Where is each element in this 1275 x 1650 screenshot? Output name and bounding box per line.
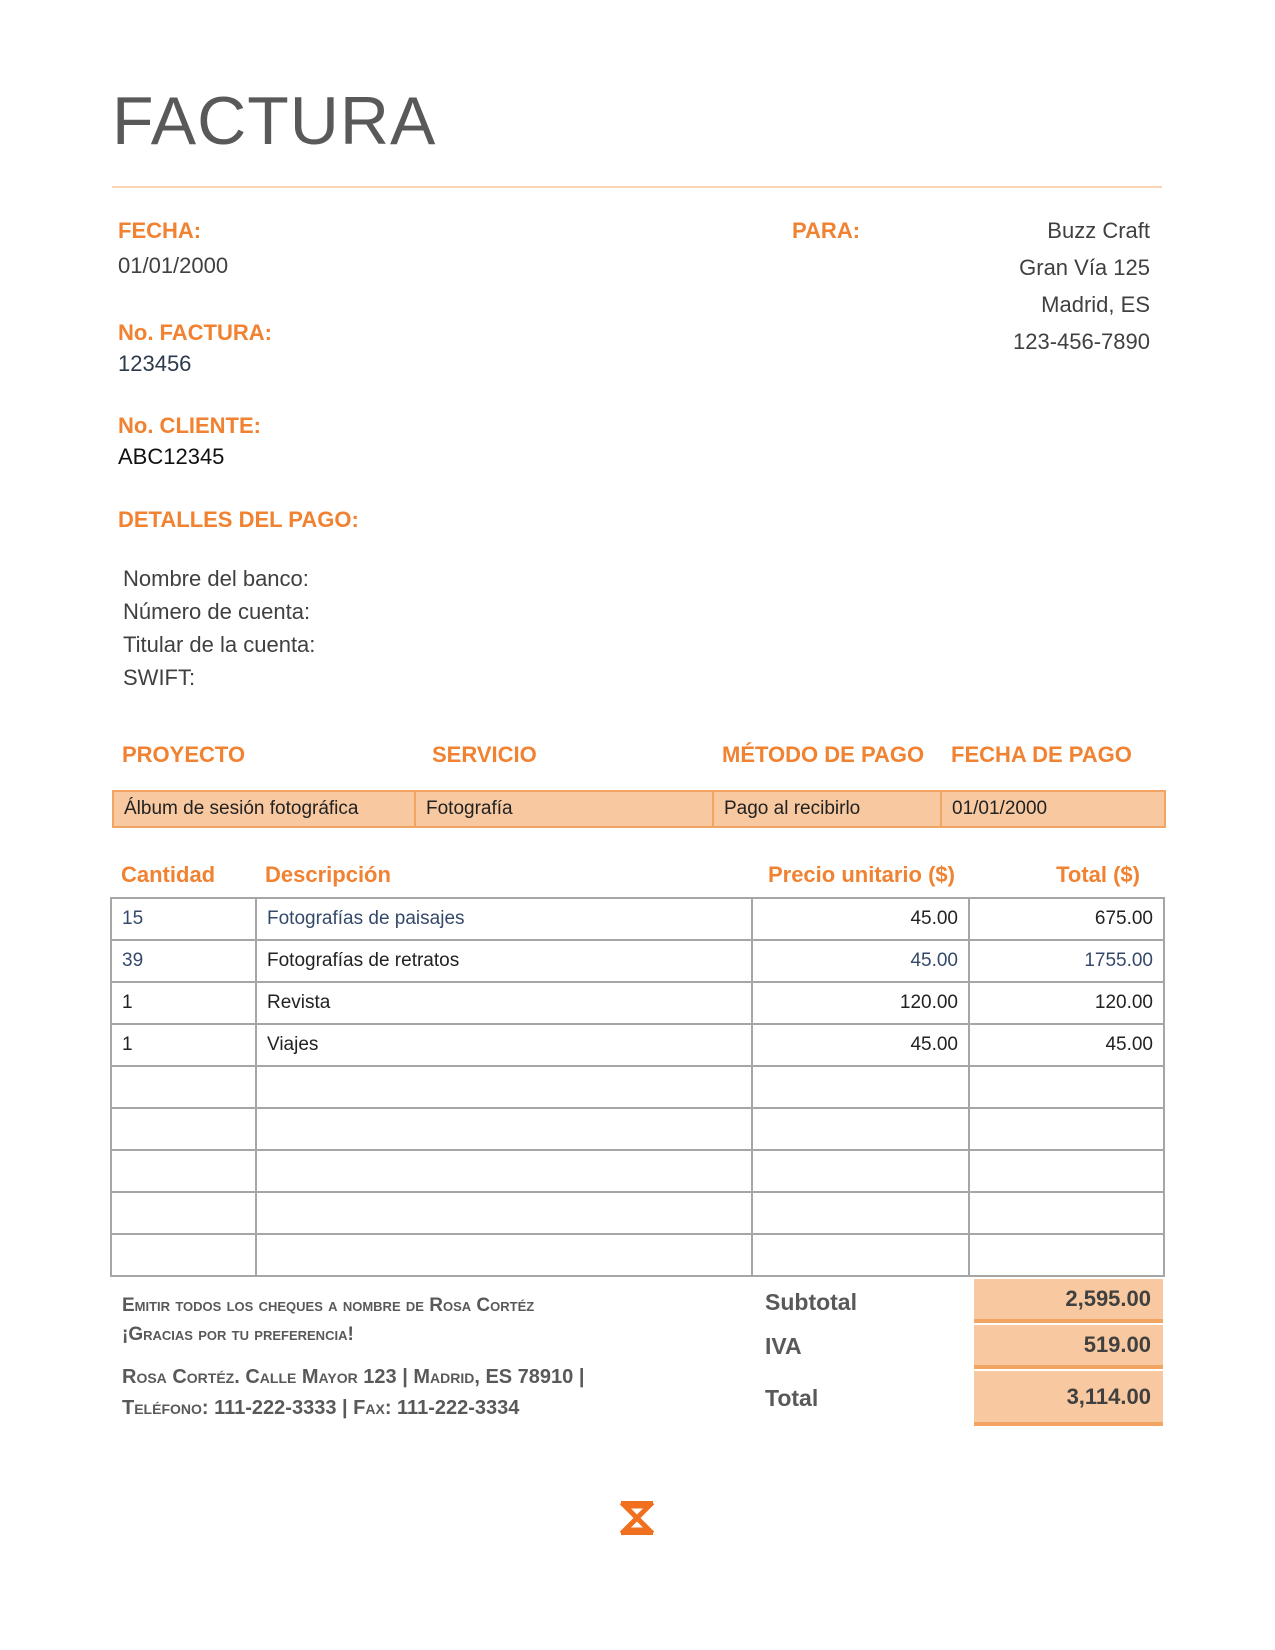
- total-cell: [969, 1150, 1164, 1192]
- total-cell: 1755.00: [969, 940, 1164, 982]
- table-row: [111, 1024, 1164, 1066]
- para-street: Gran Vía 125: [1019, 255, 1150, 280]
- desc-cell: Viajes: [256, 1024, 752, 1066]
- fecha-label: FECHA:: [118, 218, 202, 243]
- total-cell: [969, 1066, 1164, 1108]
- cliente-value: ABC12345: [118, 444, 225, 469]
- pago-account: Número de cuenta:: [123, 599, 311, 624]
- total-header: Total ($): [1056, 862, 1140, 887]
- desc-cell: [256, 1066, 752, 1108]
- desc-cell: Fotografías de retratos: [256, 940, 752, 982]
- pago-label: DETALLES DEL PAGO:: [118, 507, 359, 532]
- subtotal-value: 2,595.00: [974, 1279, 1163, 1323]
- desc-cell: [256, 1234, 752, 1276]
- table-row: [111, 1150, 1164, 1192]
- desc-cell: [256, 1108, 752, 1150]
- project-table: [112, 790, 1166, 828]
- qty-cell: 1: [111, 982, 256, 1024]
- desc-cell: [256, 1150, 752, 1192]
- para-city: Madrid, ES: [1041, 292, 1150, 317]
- precio-header: Precio unitario ($): [767, 862, 955, 887]
- hourglass-logo-icon: [620, 1500, 654, 1541]
- total-cell: 45.00: [969, 1024, 1164, 1066]
- qty-cell: 15: [111, 898, 256, 940]
- cheques-note: Emitir todos los cheques a nombre de Rosa Cortéz: [122, 1295, 535, 1316]
- proyecto-header: PROYECTO: [122, 742, 246, 767]
- table-row: [111, 1192, 1164, 1234]
- service-cell: Fotografía: [415, 791, 713, 827]
- invoice-title: FACTURA: [112, 83, 437, 159]
- factura-value: 123456: [118, 351, 192, 376]
- total-cell: [969, 1234, 1164, 1276]
- total-label: Total: [765, 1385, 819, 1411]
- pago-holder: Titular de la cuenta:: [123, 632, 316, 657]
- qty-cell: [111, 1108, 256, 1150]
- iva-value: 519.00: [974, 1325, 1163, 1369]
- qty-cell: [111, 1234, 256, 1276]
- cliente-label: No. CLIENTE:: [118, 413, 261, 438]
- price-cell: 120.00: [752, 982, 969, 1024]
- contact-info: [122, 1362, 622, 1424]
- desc-cell: Fotografías de paisajes: [256, 898, 752, 940]
- table-row: [111, 1234, 1164, 1276]
- subtotal-label: Subtotal: [765, 1289, 857, 1315]
- total-value: 3,114.00: [974, 1371, 1163, 1426]
- desc-cell: Revista: [256, 982, 752, 1024]
- table-row: [111, 898, 1164, 940]
- fecha-pago-header: FECHA DE PAGO: [951, 742, 1132, 767]
- items-table: [110, 897, 1165, 1277]
- qty-cell: [111, 1192, 256, 1234]
- pago-bank: Nombre del banco:: [123, 566, 309, 591]
- factura-label: No. FACTURA:: [118, 320, 272, 345]
- price-cell: 45.00: [752, 898, 969, 940]
- descripcion-header: Descripción: [265, 862, 391, 887]
- payment-date-cell: 01/01/2000: [941, 791, 1165, 827]
- para-phone: 123-456-7890: [1012, 329, 1150, 354]
- price-cell: [752, 1192, 969, 1234]
- para-address: [1013, 212, 1150, 360]
- price-cell: 45.00: [752, 1024, 969, 1066]
- price-cell: [752, 1108, 969, 1150]
- qty-cell: [111, 1066, 256, 1108]
- total-cell: [969, 1192, 1164, 1234]
- thanks-note: ¡Gracias por tu preferencia!: [122, 1324, 354, 1345]
- table-row: [111, 982, 1164, 1024]
- cantidad-header: Cantidad: [121, 862, 216, 887]
- qty-cell: 1: [111, 1024, 256, 1066]
- price-cell: [752, 1150, 969, 1192]
- servicio-header: SERVICIO: [432, 742, 537, 767]
- contact-line-2: Teléfono: 111-222-3333 | Fax: 111-222-3334: [122, 1397, 520, 1419]
- pago-swift: SWIFT:: [123, 665, 196, 690]
- para-name: Buzz Craft: [1047, 218, 1150, 243]
- method-cell: Pago al recibirlo: [713, 791, 941, 827]
- total-cell: 675.00: [969, 898, 1164, 940]
- para-label: PARA:: [792, 218, 861, 243]
- price-cell: [752, 1066, 969, 1108]
- price-cell: [752, 1234, 969, 1276]
- desc-cell: [256, 1192, 752, 1234]
- price-cell: 45.00: [752, 940, 969, 982]
- project-row: [113, 791, 1165, 827]
- total-cell: 120.00: [969, 982, 1164, 1024]
- project-cell: Álbum de sesión fotográfica: [113, 791, 415, 827]
- iva-label: IVA: [765, 1333, 802, 1359]
- table-row: [111, 1066, 1164, 1108]
- table-row: [111, 940, 1164, 982]
- fecha-value: 01/01/2000: [118, 253, 229, 278]
- contact-line-1: Rosa Cortéz. Calle Mayor 123 | Madrid, ES 78910 |: [122, 1366, 585, 1388]
- pago-details: [123, 562, 315, 694]
- qty-cell: 39: [111, 940, 256, 982]
- metodo-header: MÉTODO DE PAGO: [722, 742, 925, 767]
- total-cell: [969, 1108, 1164, 1150]
- qty-cell: [111, 1150, 256, 1192]
- table-row: [111, 1108, 1164, 1150]
- title-divider: [112, 186, 1162, 188]
